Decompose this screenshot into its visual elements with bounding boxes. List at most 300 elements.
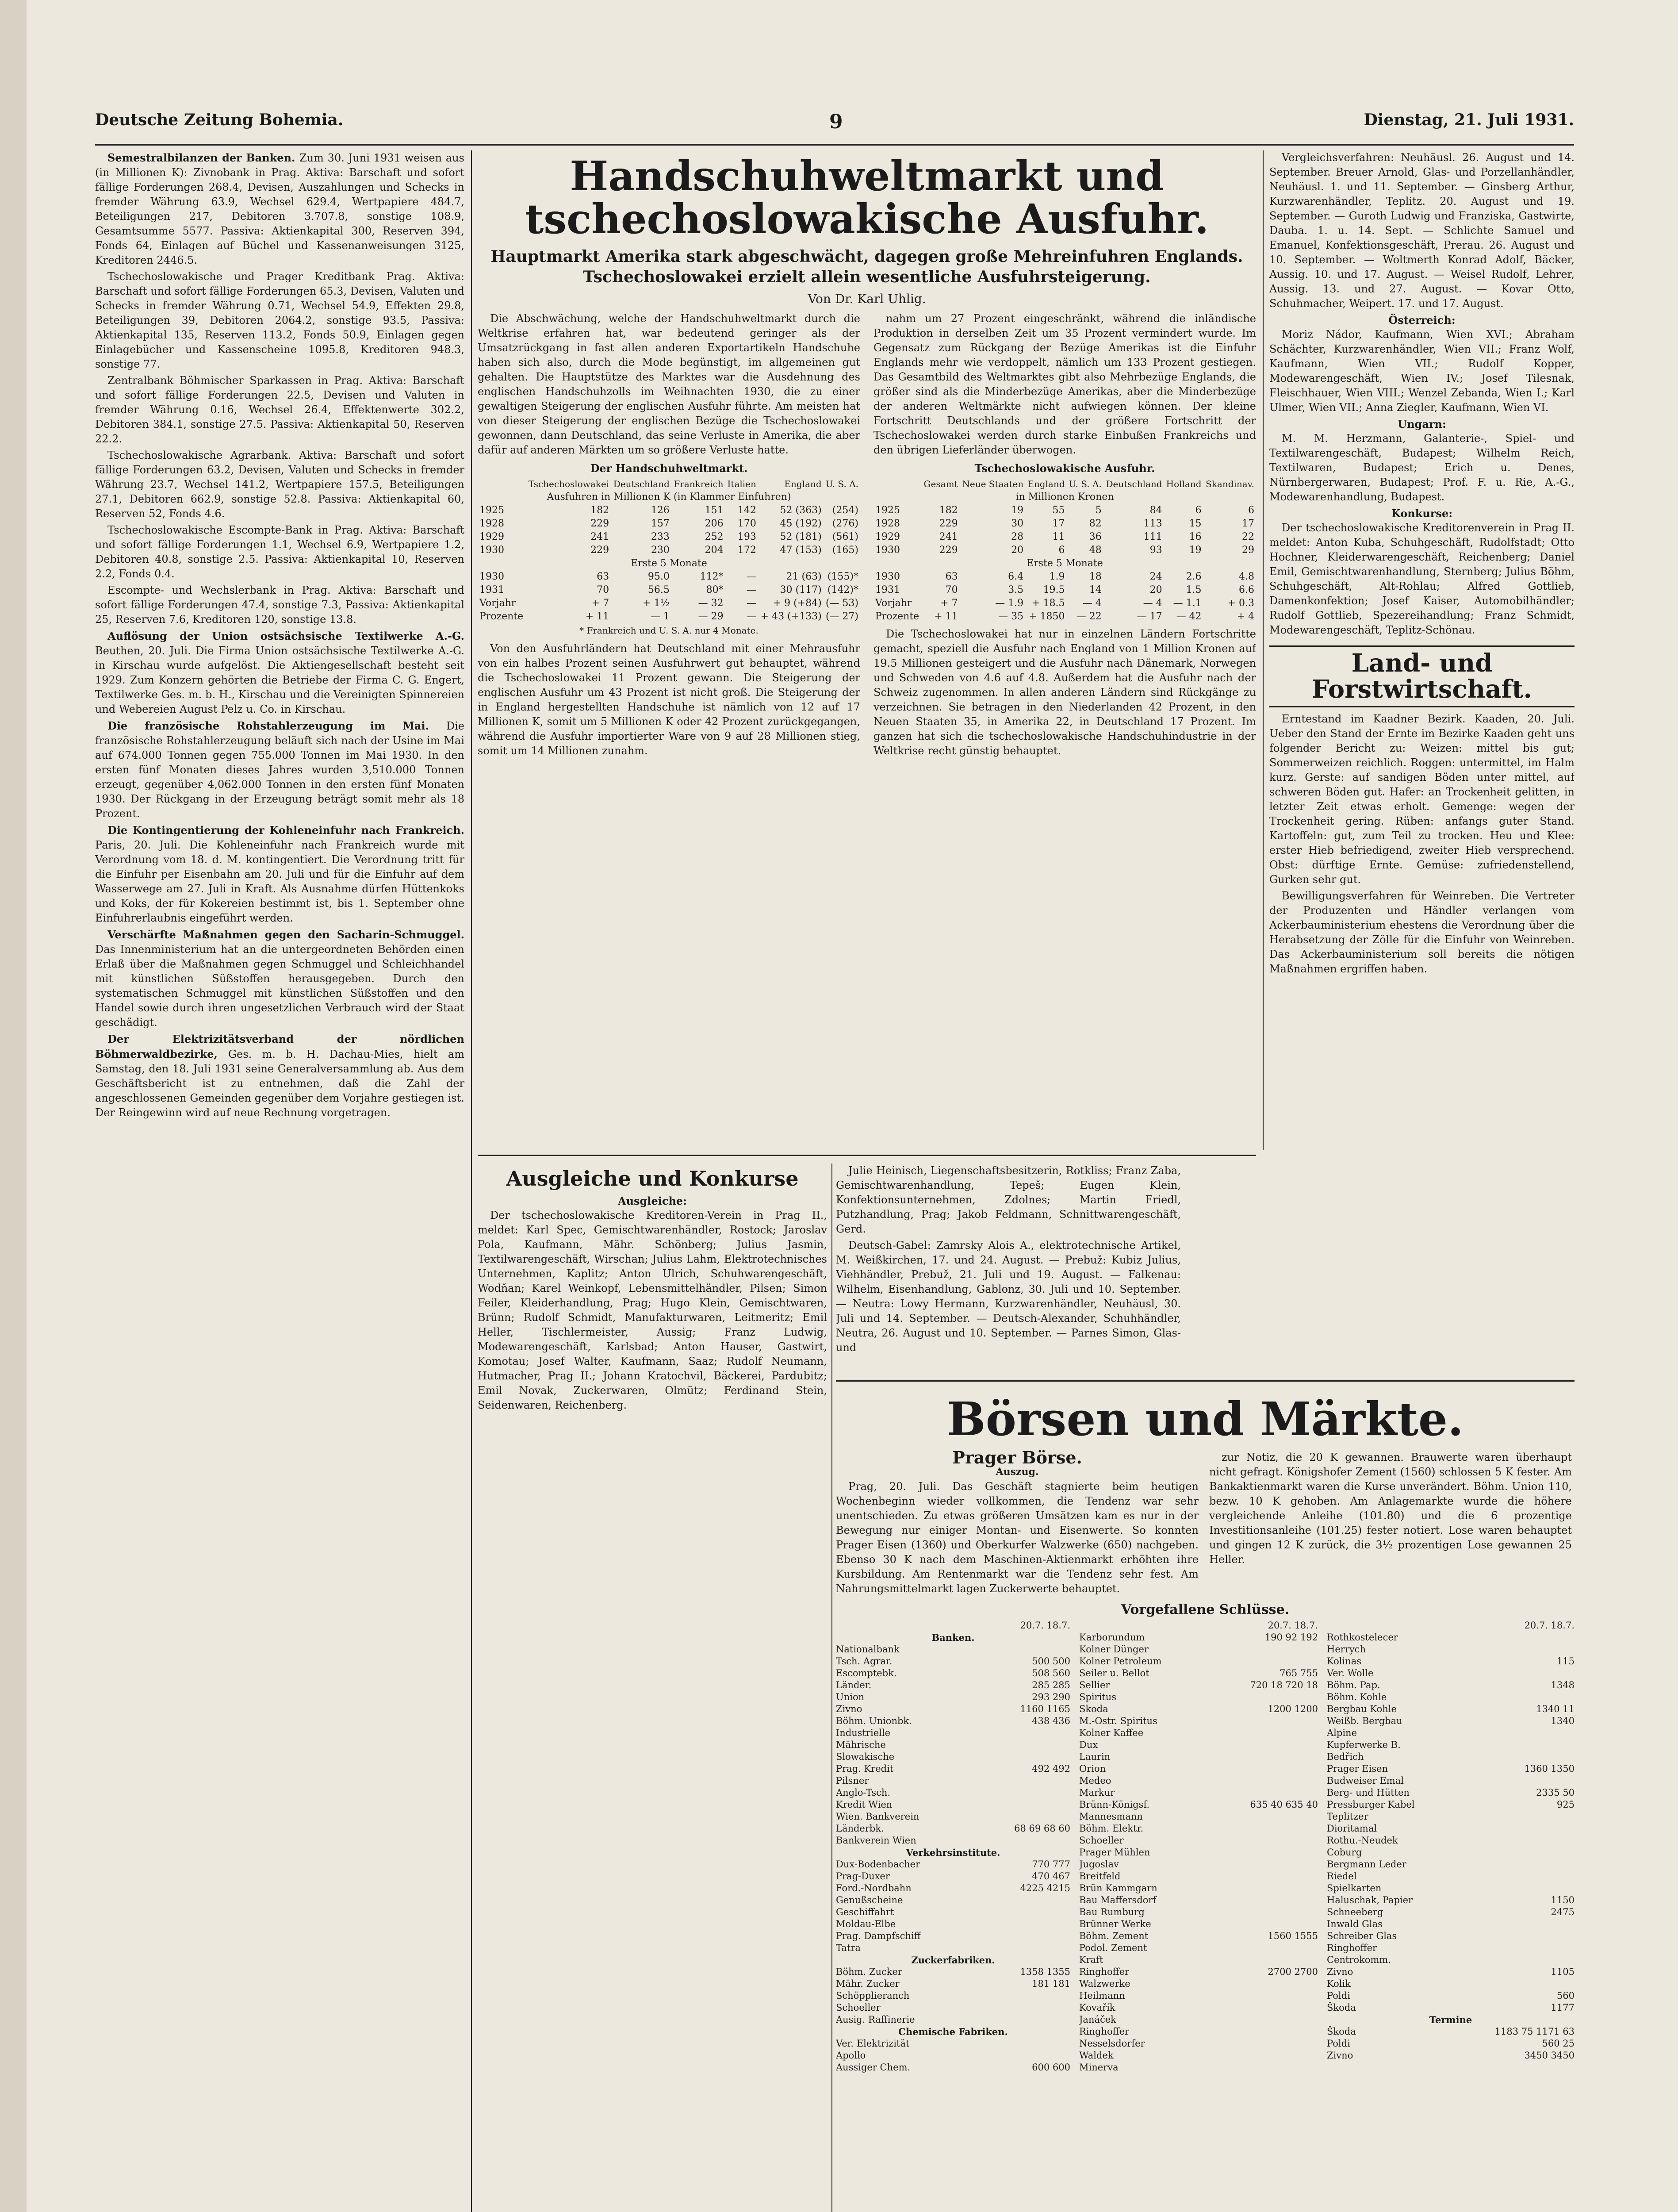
ungarn-label: Ungarn: [1398,418,1446,430]
kurse-values: 765 755 [1280,1668,1318,1679]
table-mid-label: Erste 5 Monate [1027,558,1103,569]
table-cell: 1.9 [1049,571,1065,583]
table-cell: 193 [737,531,756,543]
kurse-row [836,1667,1070,1679]
land-text-2: Bewilligungsverfahren für Weinreben. Die Vertreter der Produzenten und Händler verlangen vom Ackerbauministerium ehestens die Verordnung über die Herabsetzung der Zölle für die Einfuhr von Weinreben. Das Ackerbauministerium soll bereits die nötigen Maßnahmen ergriffen haben. [1269,889,1575,975]
paragraph-heading: Verschärfte Maßnahmen gegen den Sacharin-Schmuggel. [107,928,464,941]
table-cell: 182 [590,505,609,516]
kurse-row [1327,1859,1575,1870]
table-cell: 63 [597,571,609,583]
table2-caption: Tschechoslowakische Ausfuhr. [974,462,1155,475]
kurse-name: Mähr. Zucker [836,1978,900,1989]
kurse-name: Bergmann Leder [1327,1859,1406,1870]
table-cell: 6.4 [1008,571,1024,583]
kurse-row [1079,2038,1318,2050]
kurse-values: 470 467 [1032,1871,1070,1882]
table-row [478,544,860,557]
table-cell: (276) [832,518,858,530]
kurse-row [1327,2038,1575,2050]
kurse-col-2 [1079,1620,1318,2074]
table-cell: 3.5 [1008,584,1024,596]
kurse-row [836,1715,1070,1727]
kurse-name: Karborundum [1079,1632,1145,1643]
kurse-name: Budweiser Emal [1327,1775,1404,1786]
kurse-row [1327,1811,1575,1823]
kurse-values: 1150 [1551,1895,1575,1906]
table-cell: + 9 (+84) [773,598,822,609]
kurse-values: 600 600 [1032,2062,1070,2073]
kurse-row [1327,1655,1575,1667]
kurse-row [1327,1763,1575,1775]
kurse-values: 560 [1556,1990,1575,2001]
kurse-row [836,1835,1070,1847]
kurse-name: Laurin [1079,1751,1111,1763]
boersen-text-2: zur Notiz, die 20 K gewannen. Brauwerte waren überhaupt nicht gefragt. Königshofer Zement (1560) schlossen 5 K fester. Am Bankaktienmarkt waren die Kurse unverändert. Böhm. Union 110, bezw. 10 K gehoben. Am Anlagemarkte wurde die höhere vergleichende Anleihe (101.80) und die 6 prozentige Investitionsanleihe (101.25) fester notiert. Lose waren behauptet und gingen 12 K zurück, die 3½ prozentigen Lose gewannen 25 Heller. [1209,1451,1572,1566]
table-cell: (— 53) [825,598,858,609]
table-row [873,584,1256,597]
table-row [873,570,1256,584]
kurse-row [1079,1990,1318,2002]
kurse-row [836,1739,1070,1751]
kurse-name: Geschiffahrt [836,1907,894,1918]
table-cell: 1929 [479,531,504,543]
kurse-row [1079,2026,1318,2038]
kurse-name: Podol. Zement [1079,1943,1147,1954]
kurse-row [1079,1703,1318,1715]
table-cell: 18 [1089,571,1102,583]
table-header-cell: England [784,479,822,490]
kurse-row [836,1644,1070,1655]
table-header-cell: Holland [1166,479,1202,490]
table-header-cell: Tschechoslowakei [528,479,609,490]
kurse-row [1079,2014,1318,2026]
kurse-row [1327,1823,1575,1835]
table1-caption: Der Handschuhweltmarkt. [590,462,748,475]
table-cell: — 4 [1143,598,1162,609]
kurse-name: Union [836,1692,865,1703]
kurse-row [1079,1859,1318,1870]
kurse-row [1327,1847,1575,1859]
table-cell: 142 [737,505,756,516]
table-cell: — 35 [998,611,1024,622]
table-cell: 204 [705,545,724,556]
table-header-row [478,477,860,491]
left-paragraph: Verschärfte Maßnahmen gegen den Sacharin-Schmuggel. Das Innenministerium hat an die untergeordneten Behörden einen Erlaß über die Maßnahmen gegen Schmuggel und Schleichhandel mit künstlichen Süßstoffen herausgegeben. Durch den systematischen Schmuggel mit künstlichen Süßstoffen und den Handel sowie durch ihren ungesetzlichen Verbrauch wird der Staat geschädigt. [95,928,464,1029]
table-mid-row [873,557,1256,570]
article-paragraph: Von den Ausfuhrländern hat Deutschland mit einer Mehrausfuhr von ein halbes Prozent seinen Ausfuhrwert gut behauptet, während die Tschechoslowakei 11 Prozent gewann. Die Steigerung der englischen Ausfuhr um 43 Prozent ist nicht groß. Die Steigerung der in England hergestellten Handschuhe ist nämlich von 12 auf 17 Millionen K, somit um 5 Millionen K oder 42 Prozent zurückgegangen, während die Ausfuhr importierter Ware von 9 auf 28 Millionen stieg, somit um 14 Millionen zunahm. [478,642,860,757]
boersen-col-2 [1209,1450,1572,1598]
table-header-cell: Frankreich [674,479,724,490]
table-mid-row [478,557,860,570]
konkurse-label: Konkurse: [1391,507,1453,520]
table-mid-label: Erste 5 Monate [631,558,707,569]
table-cell: 28 [1011,531,1024,543]
boersen-title: Börsen und Märkte. [946,1392,1464,1446]
table-cell: 48 [1089,545,1102,556]
kurse-values: 720 18 720 18 [1250,1680,1318,1691]
table-cell: + 0.3 [1227,598,1254,609]
table-cell: 17 [1052,518,1065,530]
kurse-name: Berg- und Hütten [1327,1787,1410,1798]
table-cell: 1.5 [1186,584,1202,596]
kurse-row [1079,1691,1318,1703]
kurse-row [1327,2002,1575,2014]
main-article [478,150,1256,1150]
kurse-name: Schöpplieranch [836,1990,910,2001]
kurse-row [1327,1930,1575,1942]
kurse-name: Kredit Wien [836,1799,893,1810]
oesterreich-label: Österreich: [1388,314,1456,326]
ausfuhr-table [873,477,1256,623]
oesterreich-text: Moriz Nádor, Kaufmann, Wien XVI.; Abraham Schächter, Kurzwarenhändler, Wien VII.; Franz Wolf, Kaufmann, Wien VII.; Rudolf Kopper, Modewarengeschäft, Wien IV.; Josef Tilesnak, Fleischhauer, Wien VIII.; Wenzel Zebanda, Wien I.; Karl Ulmer, Wien VII.; Anna Ziegler, Kaufmann, Wien VI. [1269,328,1575,414]
kurse-group-label: Zuckerfabriken. [911,1955,995,1966]
kurse-row [1079,1655,1318,1667]
kurse-name: Prager Mühlen [1079,1847,1150,1858]
table-cell: 15 [1189,518,1202,530]
left-paragraph: Die Kontingentierung der Kohleneinfuhr nach Frankreich. Paris, 20. Juli. Die Kohleneinfuhr nach Frankreich wurde mit Verordnung vom 18. d. M. kontingentiert. Die Verordnung tritt für die Einfuhr per Eisenbahn am 20. Juli und für die Einfuhr auf dem Wasserwege am 27. Juli in Kraft. Als Ausnahme dürfen Hüttenkoks und Koks, der für Kokereien bestimmt ist, bis 1. September ohne Einfuhrerlaubnis eingeführt werden. [95,824,464,924]
kurse-row [1327,1835,1575,1847]
table-cell: 55 [1052,505,1065,516]
table-row [478,570,860,584]
table-cell: 80* [706,584,724,596]
table-cell: — [746,611,756,622]
kurse-values: 2700 2700 [1268,1966,1318,1978]
kurse-name: Brün Kammgarn [1079,1883,1157,1894]
kurse-name: Kupferwerke B. [1327,1740,1401,1751]
kurse-name: Prag. Kredit [836,1763,894,1774]
kurse-row [1327,1667,1575,1679]
kurse-values: 1177 [1551,2002,1575,2013]
kurse-values: 508 560 [1032,1668,1070,1679]
kurse-row [836,1691,1070,1703]
kurse-row [1079,2062,1318,2074]
kurse-name: Herrych [1327,1644,1366,1655]
kurse-row [1079,1882,1318,1894]
kurse-row [1079,1978,1318,1990]
table-cell: 229 [939,545,958,556]
kurse-name: Riedel [1327,1871,1357,1882]
table-cell: 29 [1242,545,1254,556]
kurse-values: 560 25 [1542,2038,1575,2049]
kurse-row [1079,1894,1318,1906]
kurse-values: 1200 1200 [1268,1704,1318,1715]
page-spine [0,0,27,2212]
kurse-name: Ver. Elektrizität [836,2038,910,2049]
table-cell: 230 [651,545,670,556]
table-unit: Ausfuhren in Millionen K (in Klammer Einfuhren) [547,492,791,503]
kurse-name: Bau Rumburg [1079,1907,1145,1918]
table-cell: + 4 [1237,611,1254,622]
kurse-name: Kolik [1327,1978,1351,1989]
kurse-row [836,1906,1070,1918]
kurse-date-header [1327,1620,1575,1632]
table-cell: — 1.9 [995,598,1024,609]
table-cell: 30 [1011,518,1024,530]
issue-date: Dienstag, 21. Juli 1931. [1364,111,1574,129]
kurse-name: Janáček [1079,2014,1116,2025]
kurse-row [1079,1679,1318,1691]
kurse-values: 1360 1350 [1524,1763,1575,1774]
kurse-row [836,1918,1070,1930]
table-header-cell: Italien [727,479,756,490]
kurse-name: Ringhoffer [1327,1943,1377,1954]
kurse-name: Škoda [1327,2002,1356,2013]
table-cell: + 43 (+133) [760,611,822,622]
kurse-name: Moldau-Elbe [836,1919,896,1930]
kurse-name: Kolner Dünger [1079,1644,1149,1655]
kurse-name: Tsch. Agrar. [836,1656,893,1667]
table-row [873,544,1256,557]
kurse-row [1327,1787,1575,1799]
table-cell: 1930 [479,571,504,583]
kurse-row [836,1870,1070,1882]
kurse-name: Schoeller [836,2002,881,2013]
kurse-values: 770 777 [1032,1859,1070,1870]
kurse-values: 500 500 [1032,1656,1070,1667]
boersen-col-1 [836,1450,1199,1598]
table-header-cell: U. S. A. [825,479,858,490]
table-row [478,530,860,544]
kurse-name: Coburg [1327,1847,1362,1858]
table-cell: — 1.1 [1173,598,1202,609]
kurse-name: Zivno [836,1704,862,1715]
kurse-name: Escomptebk. [836,1668,897,1679]
table-cell: 112* [700,571,724,583]
kurse-row [1079,1751,1318,1763]
kurse-values: 1105 [1551,1966,1575,1978]
kurse-values: 3450 3450 [1524,2050,1575,2061]
kurse-name: Ausig. Raffinerie [836,2014,915,2025]
ungarn-text: M. M. Herzmann, Galanterie-, Spiel- und Textilwarengeschäft, Budapest; Wilhelm Reich, Textilwaren, Budapest; Erich u. Denes, Nürnbergerwaren, Budapest; Prof. F. u. Rie, A.-G., Modewarenhandlung, Budapest. [1269,432,1575,503]
table-cell: — 17 [1137,611,1162,622]
table-header-cell: Deutschland [613,479,670,490]
kurse-dates: 20.7. 18.7. [1524,1620,1575,1631]
kurse-row [836,1930,1070,1942]
table-cell: 229 [590,545,609,556]
table-cell: 20 [1149,584,1162,596]
land-title: Land- und Forstwirtschaft. [1269,645,1575,707]
left-paragraph: Zentralbank Böhmischer Sparkassen in Prag. Aktiva: Barschaft und sofort fällige Forderungen 22.5, Devisen und Valuten in fremder Währung 0.16, Wechsel 26.4, Effektenwerte 302.2, Debitoren 384.1, sonstige 27.5. Passiva: Aktienkapital 50, Reserven 22.2. [95,374,464,445]
kurse-values: 1348 [1551,1680,1575,1691]
kurse-row [1079,1870,1318,1882]
table-cell: + 7 [591,598,609,609]
kurse-row [836,1727,1070,1739]
kurse-row [836,1751,1070,1763]
kurse-name: Dux-Bodenbacher [836,1859,920,1870]
table-header-cell: Skandinav. [1206,479,1254,490]
kurse-values: 925 [1556,1799,1575,1810]
kurse-row [836,2014,1070,2026]
table-cell: 172 [737,545,756,556]
page-header [95,111,1574,142]
kurse-row [1079,1715,1318,1727]
kurse-name: Ringhoffer [1079,2026,1130,2037]
kurse-col-3 [1327,1620,1575,2074]
table-row [478,517,860,530]
table-cell: Vorjahr [479,598,516,609]
kurse-name: Dioritamal [1327,1823,1377,1834]
kurse-values: 1183 75 1171 63 [1494,2026,1575,2037]
table-cell: + 1½ [643,598,670,609]
kurse-row [836,1894,1070,1906]
kurse-name: Kolner Petroleum [1079,1656,1162,1667]
kurse-row [1327,1679,1575,1691]
kurse-row [1079,2050,1318,2062]
kurse-row [836,1882,1070,1894]
kurse-name: Wien. Bankverein [836,1811,919,1822]
page-number: 9 [829,111,843,133]
table-cell: — 29 [698,611,724,622]
table-cell: 1929 [875,531,900,543]
table-row [873,517,1256,530]
kurse-name: Seiler u. Bellot [1079,1668,1149,1679]
kurse-row [836,1966,1070,1978]
kurse-row [1079,1847,1318,1859]
kurse-values: 1160 1165 [1020,1704,1070,1715]
kurse-name: Bedřich [1327,1751,1364,1763]
table-cell: 16 [1189,531,1202,543]
table-cell: + 11 [934,611,958,622]
table-cell: 1931 [479,584,504,596]
kurse-name: Rothu.-Neudek [1327,1835,1398,1846]
table-cell: (165) [832,545,858,556]
kurse-name: Slowakische [836,1751,895,1763]
kurse-values: 2475 [1551,1907,1575,1918]
table-cell: 233 [651,531,670,543]
column-rule-2 [1263,150,1264,1150]
kurse-tables [836,1620,1575,2074]
land-text: Erntestand im Kaadner Bezirk. Kaaden, 20. Juli. Ueber den Stand der Ernte im Bezirke Kaaden geht uns folgender Bericht zu: Weizen: mittel bis gut; Sommerweizen reichlich. Roggen: untermittel, im Halm kurz. Gerste: auf sandigen Böden unter mittel, auf schweren Böden gut. Hafer: an Trockenheit gelitten, in letzter Zeit etwas erholt. Gemenge: wegen der Trockenheit gering. Rüben: anfangs guter Stand. Kartoffeln: gut, zum Teil zu trocken. Heu und Klee: erster Hieb befriedigend, zweiter Hieb versprechend. Obst: dürftige Ernte. Gemüse: zufriedenstellend, Gurken sehr gut. [1269,712,1575,886]
main-article-col-2 [873,311,1256,760]
header-rule [95,144,1574,146]
kurse-row [836,2050,1070,2062]
table-cell: 1925 [875,505,900,516]
kurse-name: M.-Ostr. Spiritus [1079,1716,1157,1727]
table-cell: 126 [651,505,670,516]
kurse-row [836,1787,1070,1799]
paragraph-heading: Semestralbilanzen der Banken. [107,151,299,164]
kurse-group-label: Banken. [931,1632,975,1644]
left-paragraph: Tschechoslowakische Escompte-Bank in Prag. Aktiva: Barschaft und sofort fällige Forderungen 1.1, Wechsel 6.9, Wertpapiere 1.2, Debitoren 40.8, sonstige 2.5. Passiva: Aktienkapital 10, Reserven 2.2, Fonds 0.4. [95,524,464,580]
kurse-name: Ringhoffer [1079,1966,1130,1978]
kurse-dates: 20.7. 18.7. [1268,1620,1318,1631]
kurse-values: 1358 1355 [1020,1966,1070,1978]
kurse-row [1079,1727,1318,1739]
left-column [95,150,464,2212]
table-row [478,610,860,623]
kurse-row [836,2062,1070,2074]
kurse-values: 115 [1556,1656,1575,1667]
table-cell: + 7 [940,598,958,609]
kurse-row [1327,1799,1575,1811]
kurse-name: Anglo-Tsch. [836,1787,891,1798]
kurse-row [1079,1942,1318,1954]
right-column [1269,150,1575,1168]
kurse-name: Kolner Kaffee [1079,1728,1144,1739]
kurse-name: Länderbk. [836,1823,884,1834]
ausgleich-paragraph: Deutsch-Gabel: Zamrsky Alois A., elektrotechnische Artikel, M. Weißkirchen, 17. und 24. August. — Prebuž: Kubiz Julius, Viehhändler, Prebuž, 21. Juli und 19. August. — Falkenau: Wilhelm, Eisenhandlung, Gablonz, 30. Juli und 10. September. — Neutra: Lowy Hermann, Kurzwarenhändler, Neuhäusl, 30. Juli und 14. September. — Deutsch-Alexander, Schuhhändler, Neutra, 26. August und 10. September. — Parnes Simon, Glas- und [836,1239,1181,1354]
kurse-row [1079,1632,1318,1644]
table-cell: (155)* [827,571,858,583]
kurse-name: Nationalbank [836,1644,900,1655]
left-paragraph: Tschechoslowakische und Prager Kreditbank Prag. Aktiva: Barschaft und sofort fällige Forderungen 65.3, Devisen, Valuten und Schecks in fremder Währung 0.71, Wechsel 54.9, Effekten 29.8, Beteiligungen 39, Debitoren 2064.2, sonstige 93.5, Passiva: Aktienkapital 135, Reserven 113.2, Fonds 50.9, Einlagen gegen Einlagebücher und Kassenscheine 1095.8, Kreditoren 948.3, sonstige 77. [95,270,464,370]
kurse-name: Waldek [1079,2050,1114,2061]
table-cell: (561) [832,531,858,543]
boersen-text-1: Prag, 20. Juli. Das Geschäft stagnierte beim heutigen Wochenbeginn wieder vollkommen, die Tendenz war sehr unentschieden. Zu etwas größeren Umsätzen kam es nur in der Bewegung nur einiger Montan- und Eisenwerte. So konnten Prager Eisen (1360) und Oberkurfer Walzwerke (650) nachgeben. Ebenso 30 K nach dem Maschinen-Aktienmarkt erhöhten ihre Kursbildung. Am Rentenmarkt war die Tendenz sehr fest. Am Nahrungsmittelmarkt lagen Zuckerwerte behauptet. [836,1480,1199,1595]
kurse-row [1079,1787,1318,1799]
table-header-row [873,477,1256,491]
kurse-row [836,2038,1070,2050]
kurse-values: 285 285 [1032,1680,1070,1691]
table-row [478,504,860,517]
kurse-name: Böhm. Kohle [1327,1692,1387,1703]
table-cell: + 11 [585,611,609,622]
kurse-row [836,1703,1070,1715]
table-header-cell: Deutschland [1106,479,1162,490]
kurse-row [1079,1667,1318,1679]
article-paragraph: Die Tschechoslowakei hat nur in einzelnen Ländern Fortschritte gemacht, speziell die Ausfuhr nach England von 1 Million Kronen auf 19.5 Millionen gesteigert und die Ausfuhr nach Dänemark, Norwegen und Schweden von 4.6 auf 4.8. Außerdem hat die Ausfuhr nach der Schweiz zugenommen. In allen anderen Ländern sind Rückgänge zu verzeichnen. Sie betragen in den Niederlanden 42 Prozent, in den Neuen Staaten 35, in Amerika 22, in Deutschland 17 Prozent. Im ganzen hat sich die tschechoslowakische Handschuhindustrie in der Weltkrise recht günstig behauptet. [873,628,1256,757]
kurse-row [1079,1966,1318,1978]
kurse-name: Schneeberg [1327,1907,1383,1918]
table-row [478,597,860,610]
kurse-name: Poldi [1327,1990,1350,2001]
table-cell: 24 [1149,571,1162,583]
table-cell: — [746,584,756,596]
kurse-name: Pressburger Kabel [1327,1799,1415,1810]
table-cell: 70 [945,584,958,596]
boersen-section [836,1380,1575,2212]
kurse-row [1327,1632,1575,1644]
table-cell: (142)* [827,584,858,596]
table-header-cell [873,477,922,491]
prager-boerse-title: Prager Börse. [952,1448,1082,1468]
kurse-row [836,1978,1070,1990]
kurse-name: Schreiber Glas [1327,1931,1397,1942]
kurse-name: Ver. Wolle [1327,1668,1374,1679]
kurse-row [836,1942,1070,1954]
ausgleich-paragraph: Der tschechoslowakische Kreditoren-Verein in Prag II., meldet: Karl Spec, Gemischtwarenhändler, Rostock; Jaroslav Pola, Kaufmann, Mähr. Schönberg; Julius Jasmin, Textilwarengeschäft, Wirschan; Julius Lahm, Elektrotechnisches Unternehmen, Kaplitz; Anton Ulrich, Schuhwarengeschäft, Wodňan; Karel Weinkopf, Lebensmittelhändler, Pilsen; Simon Feiler, Kleiderhandlung, Prag; Hugo Klein, Gemischtwaren, Brünn; Rudolf Schmidt, Manufakturwaren, Leitmeritz; Emil Heller, Tischlermeister, Aussig; Franz Ludwig, Modewarengeschäft, Karlsbad; Anton Hauser, Gastwirt, Komotau; Josef Walter, Kaufmann, Saaz; Rudolf Neumann, Hutmacher, Prag II.; Johann Kratochvil, Bäckerei, Pardubitz; Emil Novak, Zuckerwaren, Olmütz; Ferdinand Stein, Seidenwaren, Reichenberg. [478,1209,827,1412]
kurse-name: Aussiger Chem. [836,2062,911,2073]
kurse-row [1327,1727,1575,1739]
table-cell: (— 27) [825,611,858,622]
kurse-row [1079,1930,1318,1942]
table-cell: 45 (192) [780,518,822,530]
table-cell: + 1850 [1029,611,1065,622]
paragraph-heading: Die französische Rohstahlerzeugung im Mai. [107,719,446,732]
table-cell: 63 [945,571,958,583]
table-cell: 56.5 [647,584,670,596]
kurse-name: Spiritus [1079,1692,1117,1703]
kurse-name: Prag. Dampfschiff [836,1931,921,1942]
left-paragraph: Semestralbilanzen der Banken. Zum 30. Juni 1931 weisen aus (in Millionen K): Zivnobank in Prag. Aktiva: Barschaft und sofort fällige Forderungen 268.4, Devisen, Auszahlungen und Schecks in fremder Währung 63.9, Wechsel 629.4, Wertpapiere 484.7, Beteiligungen 217, Debitoren 3.707.8, sonstige 108.9, Gesamtsumme 5577. Passiva: Aktienkapital 300, Reserven 394, Fonds 64, Einlagen auf Büchel und Kassenanweisungen 3125, Kreditoren 2446.5. [95,151,464,266]
kurse-row [1079,1775,1318,1787]
kurse-name: Skoda [1079,1704,1108,1715]
table-row [873,610,1256,623]
left-paragraph: Escompte- und Wechslerbank in Prag. Aktiva: Barschaft und sofort fällige Forderungen 47.4, sonstige 7.3, Passiva: Aktienkapital 25, Reserven 7.6, Kreditoren 120, sonstige 13.8. [95,584,464,626]
kurse-name: Inwald Glas [1327,1919,1383,1930]
kurse-name: Jugoslav [1079,1859,1119,1870]
kurse-row [1079,1811,1318,1823]
kurse-values: 4225 4215 [1020,1883,1070,1894]
table-cell: 1931 [875,584,900,596]
kurse-name: Tatra [836,1943,861,1954]
kurse-name: Minerva [1079,2062,1119,2073]
kurse-row [1327,1775,1575,1787]
table-row [478,584,860,597]
kurse-row [1327,1978,1575,1990]
table-cell: — 42 [1176,611,1202,622]
kurse-row [836,1775,1070,1787]
